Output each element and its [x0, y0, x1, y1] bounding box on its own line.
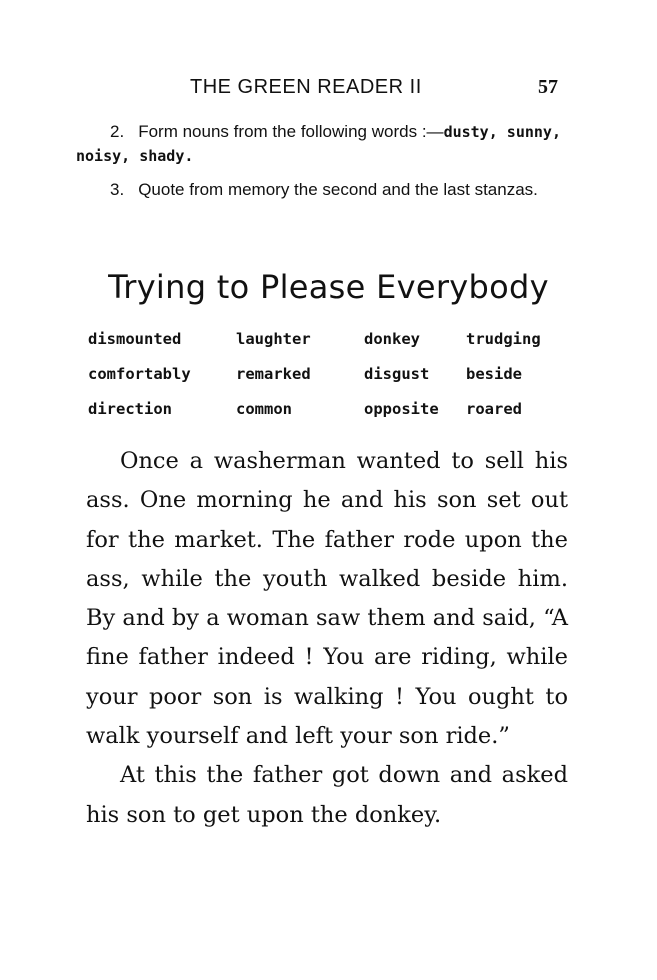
vocabulary-row [88, 365, 568, 400]
vocabulary-word: donkey [364, 330, 420, 348]
page-header [0, 76, 657, 106]
vocabulary-list [88, 330, 568, 435]
vocabulary-word: trudging [466, 330, 541, 348]
vocabulary-word: dismounted [88, 330, 182, 348]
exercise-words: dusty, sunny, noisy, shady. [76, 123, 561, 165]
exercise-text: Form nouns from the following words :— [138, 122, 444, 141]
vocabulary-word: opposite [364, 400, 439, 418]
exercise-number: 2. [110, 122, 125, 141]
page-number: 57 [538, 76, 558, 98]
vocabulary-word: disgust [364, 365, 430, 383]
story-body [86, 442, 568, 835]
story-paragraph: Once a washerman wanted to sell his ass. One morning he and his son set out for the market. The father rode upon the ass, while the youth walked beside him. By and by a woman saw them and said, “A fine father indeed ! You are riding, while your poor son is walking ! You ought to walk yourself and left your son ride.” [86, 448, 568, 750]
vocabulary-row [88, 400, 568, 435]
exercise-item [76, 120, 561, 168]
running-title: THE GREEN READER II [190, 76, 422, 98]
exercises [76, 120, 561, 212]
vocabulary-row [88, 330, 568, 365]
vocabulary-word: remarked [236, 365, 311, 383]
chapter-title: Trying to Please Everybody [108, 268, 549, 306]
vocabulary-word: comfortably [88, 365, 191, 383]
vocabulary-word: laughter [236, 330, 311, 348]
vocabulary-word: common [236, 400, 292, 418]
vocabulary-word: beside [466, 365, 522, 383]
vocabulary-word: direction [88, 400, 172, 418]
exercise-number: 3. [110, 180, 125, 199]
exercise-text: Quote from memory the second and the last stanzas. [138, 180, 538, 199]
exercise-item [76, 178, 561, 202]
story-paragraph: At this the father got down and asked his son to get upon the donkey. [86, 762, 568, 828]
vocabulary-word: roared [466, 400, 522, 418]
